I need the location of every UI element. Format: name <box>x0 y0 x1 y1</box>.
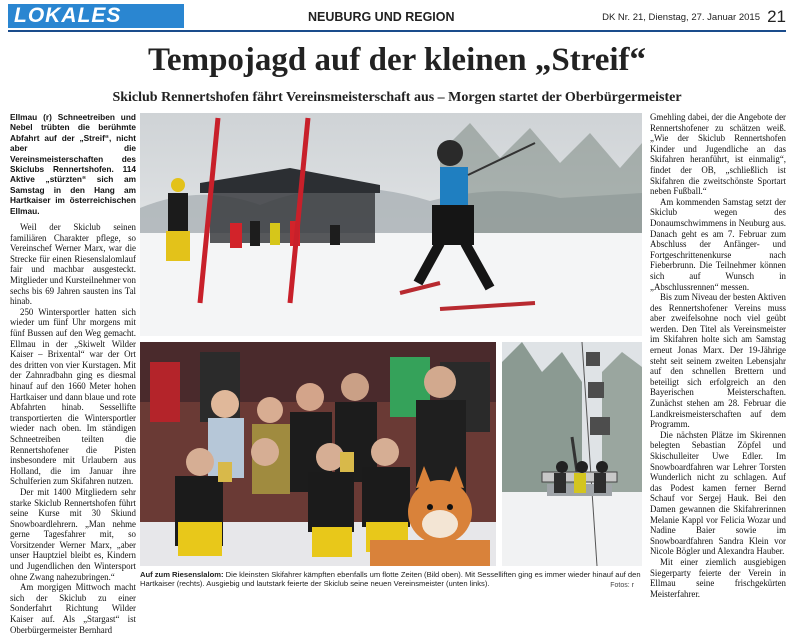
caption-lead: Auf zum Riesenslalom: <box>140 570 224 579</box>
page-number: 21 <box>767 7 786 26</box>
article-lead: Ellmau (r) Schneetreiben und Nebel trübten die berühmte Abfahrt auf der „Streif“, nicht aber die Vereinsmeisterschaften des Skiclubs Rennertshofen. 114 Aktive „stürzten“ sich am Samstag in den Hang am Hartkaiser im österreichischen Ellmau. <box>10 112 136 216</box>
article-column-right <box>650 112 786 599</box>
headline: Tempojagd auf der kleinen „Streif“ <box>147 42 647 78</box>
paragraph: Mit einer ziemlich ausgiebigen Siegerparty feierte der Verein in Ellmau seine frischgekürten Meisterfahrer. <box>650 556 786 599</box>
caption-text: Die kleinsten Skifahrer kämpften ebenfalls um flotte Zeiten (Bild oben). Mit Sesselliften ging es immer wieder hinauf auf den Hartkaiser (rechts). Ausgiebig und lautstark feierte der Skiclub seine neuen Vereinsmeister (unten links). <box>140 570 641 589</box>
section-title: NEUBURG UND REGION <box>308 10 455 24</box>
photo-caption <box>140 570 642 589</box>
paragraph: 250 Wintersportler hatten sich wieder um fünf Uhr morgens mit fünf Bussen auf den Weg gemacht. Ellmau in der „Skiwelt Wilder Kaiser – Brixental“ war der Ort des dritten von vier Kurstagen. Mit der Zahnradbahn ging es diesmal hinauf auf den 1660 Meter hohen Hartkaiser und dann blaue und rote Abfahrten hinab. Sessellifte transportierten die Wintersportler wieder nach oben. Im ständigen Schneetreiben teilten die Rennertshofener die Pisten insbesondere mit Urlaubern aus Holland, die im Januar ihre Schulferien zum Skifahren nutzen. <box>10 306 136 487</box>
article-column-left <box>10 112 136 635</box>
section-logo: LOKALES <box>8 4 184 28</box>
paragraph: Bis zum Niveau der besten Aktiven des Rennertshofener Vereins muss aber zweifelsohne noch viel geübt werden. Den Titel als Vereinsmeister im Skifahren holte sich am Samstag erneut Jonas Marx. Der 19-Jährige steht seit seinem zweiten Lebensjahr auf den schnellen Brettern und beteiligt sich erfolgreich an den Bayerischen Meisterschaften. Zunächst stehen am 28. Februar die Landkreismeisterschaften auf dem Programm. <box>650 292 786 430</box>
photo-chairlift <box>502 342 642 566</box>
photo-credit: Fotos: r <box>610 582 634 589</box>
paragraph: Gmehling dabei, der die Angebote der Rennertshofener zu schätzen weiß. „Wie der Skiclub Rennertshofen Kinder und Jugendliche an das Skifahren heranführt, ist einmalig“, findet der OB, „schließlich ist Skifahren die zweitschönste Sportart neben Fußball.“ <box>650 112 786 197</box>
issue-dateline: DK Nr. 21, Dienstag, 27. Januar 2015 <box>602 12 760 23</box>
subheadline: Skiclub Rennertshofen fährt Vereinsmeisterschaft aus – Morgen startet der Oberbürgermeister <box>112 90 682 105</box>
paragraph: Der mit 1400 Mitgliedern sehr starke Skiclub Rennertshofen führt seine Kurse mit 30 Skiund Snowboardlehrern. „Man nehme gerne Tagesfahrer mit, so Vorsitzender Werner Marx, „aber unser Hauptziel bleibt es, Kindern und Jugendlichen den Wintersport ohne Zwang nahezubringen.“ <box>10 486 136 582</box>
page-header <box>8 4 786 32</box>
paragraph: Am kommenden Samstag setzt der Skiclub wegen des Donaumschwimmens in Neuburg aus. Danach geht es am 7. Februar zum Abschluss der Anfänger- und Fortgeschrittenenkurse nach Fieberbrunn. Die Teilnehmer können sich auf Wunsch in „Abschlussrennen“ messen. <box>650 196 786 292</box>
photo-slalom-child <box>140 113 642 336</box>
paragraph: Weil der Skiclub seinen familiären Charakter pflege, so Vereinschef Werner Marx, war die Strecke für einen Riesenslalomlauf fair und machbar ausgesteckt. Mitglieder und Kursteilnehmer von sechs bis 69 Jahren sausten ins Tal hinab. <box>10 222 136 307</box>
photo-winners-celebration <box>140 342 496 566</box>
paragraph: Am morgigen Mittwoch macht sich der Skiclub zu einer Sonderfahrt Richtung Wilder Kaiser auf. Als „Stargast“ ist Oberbürgermeister Bernhard <box>10 582 136 635</box>
paragraph: Die nächsten Plätze im Skirennen belegten Sebastian Zöpfel und Skischulleiter Uwe Edler. Im Snowboardfahren war Lehrer Torsten Wunderlich nicht zu schlagen. Auf das Podest kamen ferner Bernd Schauf vor Sergej Hauk. Bei den Damen gewannen die Skifahrerinnen Melanie Kappl vor Felicia Wozar und Nadine Baier sowie im Snowboardfahren Sandra Klein vor Nicole Bögler und Alexandra Hauber. <box>650 429 786 557</box>
